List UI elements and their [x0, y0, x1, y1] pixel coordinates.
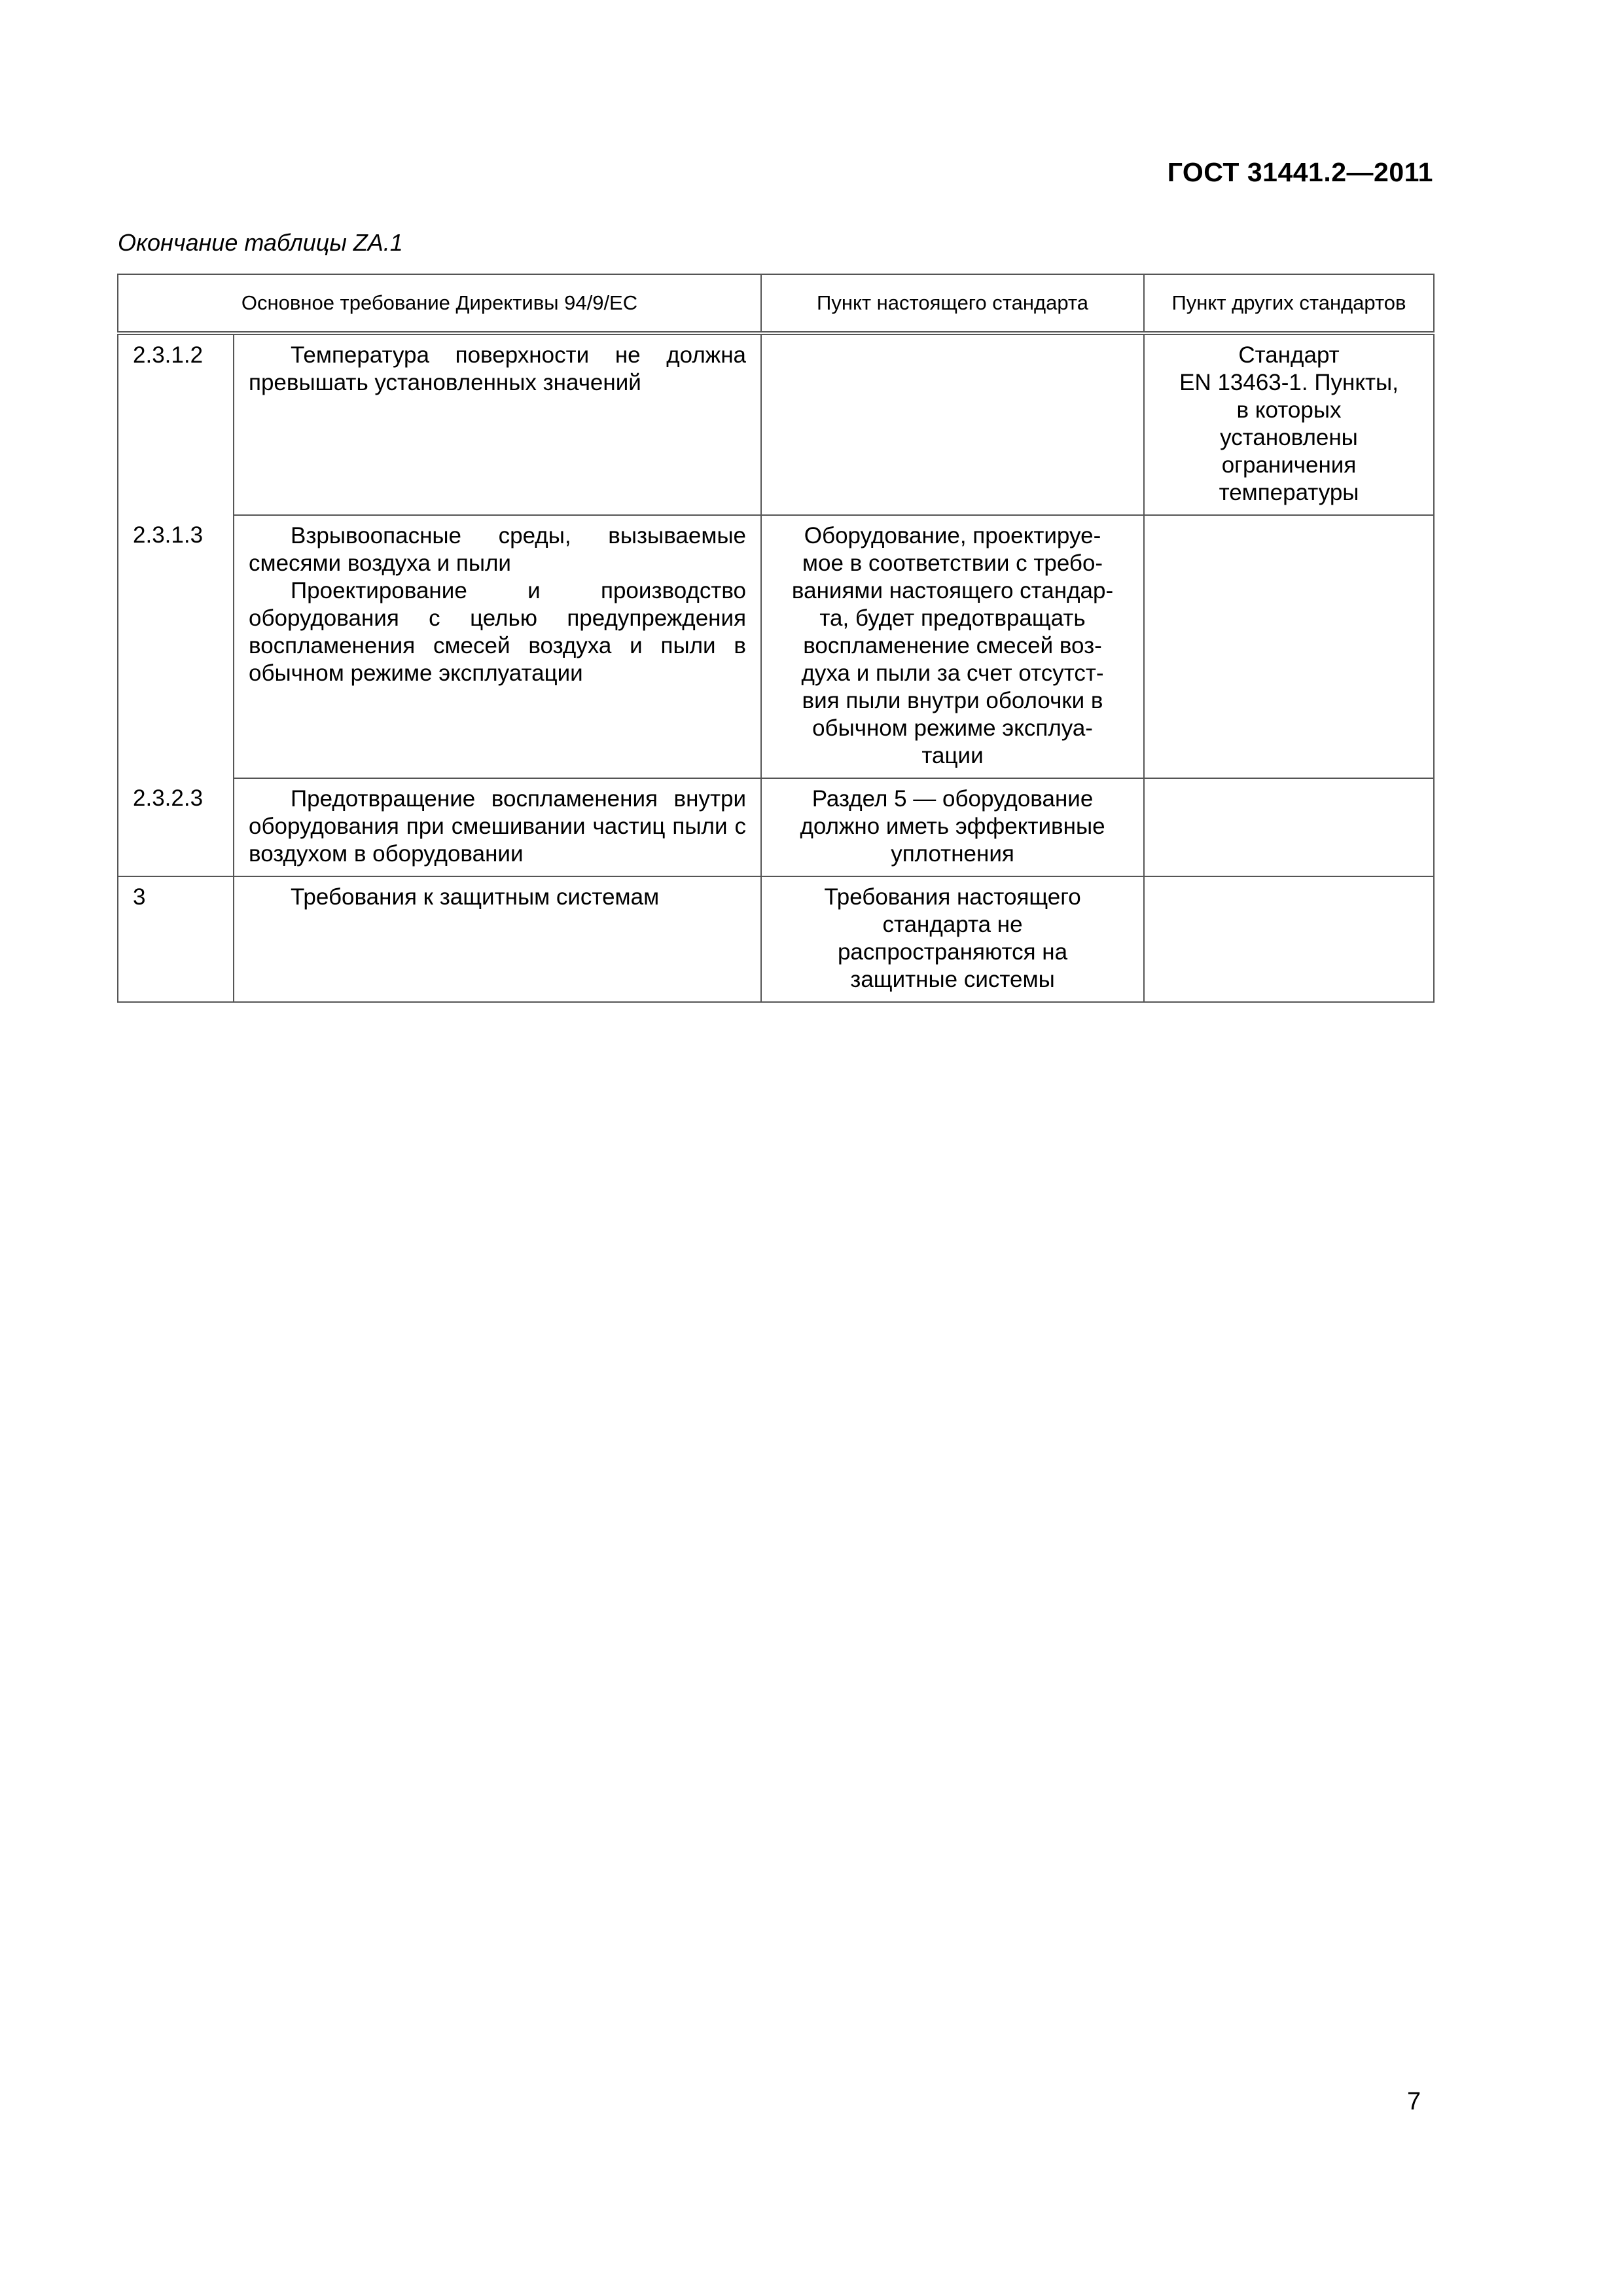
this-standard-line: духа и пыли за счет отсутст- — [801, 660, 1104, 686]
other-standards-cell — [1144, 333, 1434, 515]
column-header-other-standards: Пункт других стандартов — [1144, 274, 1434, 333]
this-standard-line: тации — [921, 743, 984, 768]
this-standard-cell — [761, 876, 1144, 1002]
other-standards-cell — [1144, 515, 1434, 778]
page-number: 7 — [1407, 2088, 1421, 2115]
other-standards-line: установлены — [1220, 425, 1358, 450]
column-header-requirement: Основное требование Директивы 94/9/ЕС — [118, 274, 761, 333]
this-standard-line: Раздел 5 — оборудование — [812, 786, 1094, 812]
table-caption: Окончание таблицы ZA.1 — [118, 229, 403, 256]
table-row — [118, 515, 1434, 778]
this-standard-line: ваниями настоящего стандар- — [791, 578, 1114, 603]
this-standard-line: Оборудование, проектируе- — [804, 523, 1101, 548]
this-standard-line: та, будет предотвращать — [819, 605, 1086, 631]
this-standard-line: воспламенение смесей воз- — [803, 633, 1102, 658]
other-standards-line: температуры — [1219, 480, 1359, 505]
row-number: 2.3.1.2 — [118, 333, 234, 515]
other-standards-line: в которых — [1236, 397, 1342, 423]
requirement-cell — [234, 876, 761, 1002]
requirement-text: Проектирование и производство оборудования с целью предупреждения воспламенения смесей воздуха и пыли в обычном режиме эксплуатации — [249, 578, 747, 686]
this-standard-line: стандарта не — [882, 912, 1023, 937]
this-standard-line: защитные системы — [850, 967, 1055, 992]
other-standards-line: ограничения — [1221, 452, 1357, 478]
other-standards-line: EN 13463-1. Пункты, — [1179, 370, 1399, 395]
this-standard-line: мое в соответствии с требо- — [802, 550, 1103, 576]
requirements-table — [117, 274, 1435, 1003]
this-standard-cell — [761, 778, 1144, 876]
this-standard-line: распространяются на — [837, 939, 1068, 965]
this-standard-cell — [761, 515, 1144, 778]
requirement-cell — [234, 515, 761, 778]
table-row — [118, 333, 1434, 515]
column-header-this-standard: Пункт настоящего стандарта — [761, 274, 1144, 333]
requirement-cell — [234, 778, 761, 876]
table-row — [118, 778, 1434, 876]
requirement-text: Предотвращение воспламенения внутри оборудования при смешивании частиц пыли с воздухом в оборудовании — [249, 786, 747, 867]
this-standard-line: обычном режиме эксплуа- — [812, 715, 1093, 741]
document-id: ГОСТ 31441.2—2011 — [1167, 157, 1433, 187]
row-number: 3 — [118, 876, 234, 1002]
other-standards-cell — [1144, 778, 1434, 876]
table-header-row — [118, 274, 1434, 333]
this-standard-line: должно иметь эффективные — [800, 814, 1105, 839]
requirement-text: Температура поверхности не должна превышать установленных значений — [249, 342, 747, 395]
other-standards-line: Стандарт — [1238, 342, 1340, 368]
requirement-cell — [234, 333, 761, 515]
requirement-text: Требования к защитным системам — [291, 884, 660, 910]
table-row — [118, 876, 1434, 1002]
this-standard-cell — [761, 333, 1144, 515]
row-number: 2.3.2.3 — [118, 778, 234, 876]
this-standard-line: вия пыли внутри оболочки в — [802, 688, 1103, 713]
other-standards-cell — [1144, 876, 1434, 1002]
row-number: 2.3.1.3 — [118, 515, 234, 778]
this-standard-line: Требования настоящего — [824, 884, 1081, 910]
this-standard-line: уплотнения — [891, 841, 1014, 867]
requirement-text: Взрывоопасные среды, вызываемые смесями воздуха и пыли — [249, 523, 747, 576]
